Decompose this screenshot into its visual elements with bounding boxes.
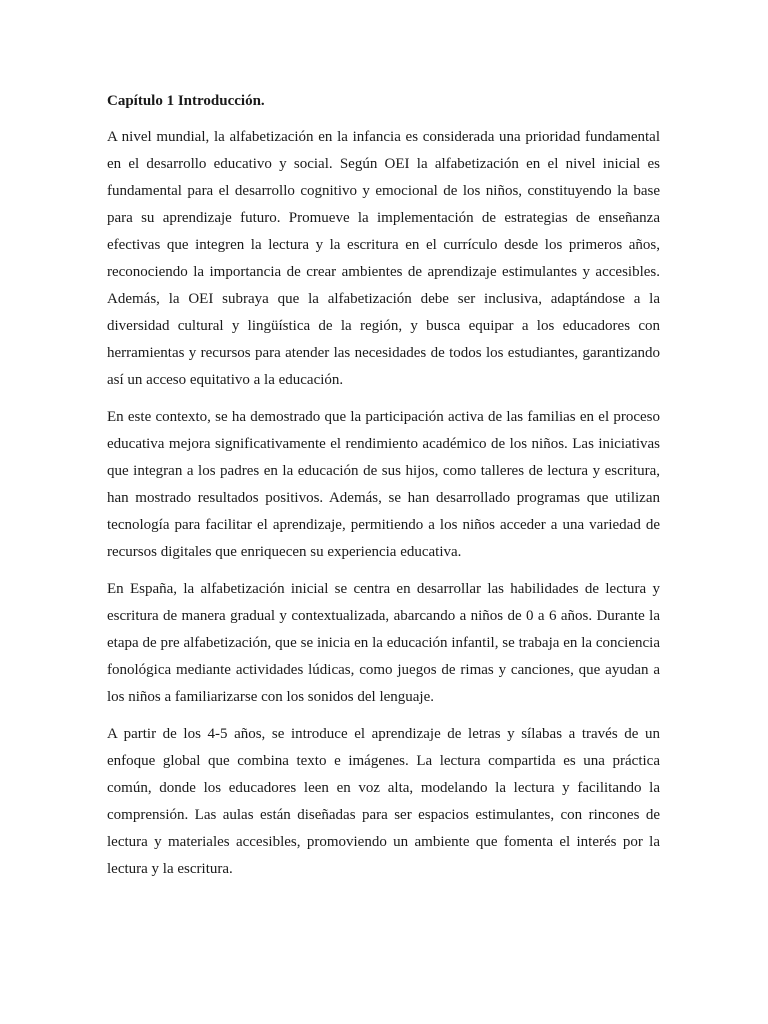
paragraph: En España, la alfabetización inicial se centra en desarrollar las habilidades de lectura y escritura de manera gradual y contextualizada, abarcando a niños de 0 a 6 años. Durante la etapa de pre alfabetización, que se inicia en la educación infantil, se trabaja en la conciencia fonológica mediante actividades lúdicas, como juegos de rimas y canciones, que ayudan a los niños a familiarizarse con los sonidos del lenguaje.	[107, 581, 660, 705]
document-body	[107, 88, 660, 893]
paragraph: A partir de los 4-5 años, se introduce el aprendizaje de letras y sílabas a través de un enfoque global que combina texto e imágenes. La lectura compartida es una práctica común, donde los educadores leen en voz alta, modelando la lectura y facilitando la comprensión. Las aulas están diseñadas para ser espacios estimulantes, con rincones de lectura y materiales accesibles, promoviendo un ambiente que fomenta el interés por la lectura y la escritura.	[107, 726, 660, 877]
paragraph: En este contexto, se ha demostrado que la participación activa de las familias en el proceso educativa mejora significativamente el rendimiento académico de los niños. Las iniciativas que integran a los padres en la educación de sus hijos, como talleres de lectura y escritura, han mostrado resultados positivos. Además, se han desarrollado programas que utilizan tecnología para facilitar el aprendizaje, permitiendo a los niños acceder a una variedad de recursos digitales que enriquecen su experiencia educativa.	[107, 409, 660, 560]
chapter-heading: Capítulo 1 Introducción.	[107, 93, 265, 109]
paragraph: A nivel mundial, la alfabetización en la infancia es considerada una prioridad fundamental en el desarrollo educativo y social. Según OEI la alfabetización en el nivel inicial es fundamental para el desarrollo cognitivo y emocional de los niños, constituyendo la base para su aprendizaje futuro. Promueve la implementación de estrategias de enseñanza efectivas que integren la lectura y la escritura en el currículo desde los primeros años, reconociendo la importancia de crear ambientes de aprendizaje estimulantes y accesibles. Además, la OEI subraya que la alfabetización debe ser inclusiva, adaptándose a la diversidad cultural y lingüística de la región, y busca equipar a los educadores con herramientas y recursos para atender las necesidades de todos los estudiantes, garantizando así un acceso equitativo a la educación.	[107, 129, 660, 388]
